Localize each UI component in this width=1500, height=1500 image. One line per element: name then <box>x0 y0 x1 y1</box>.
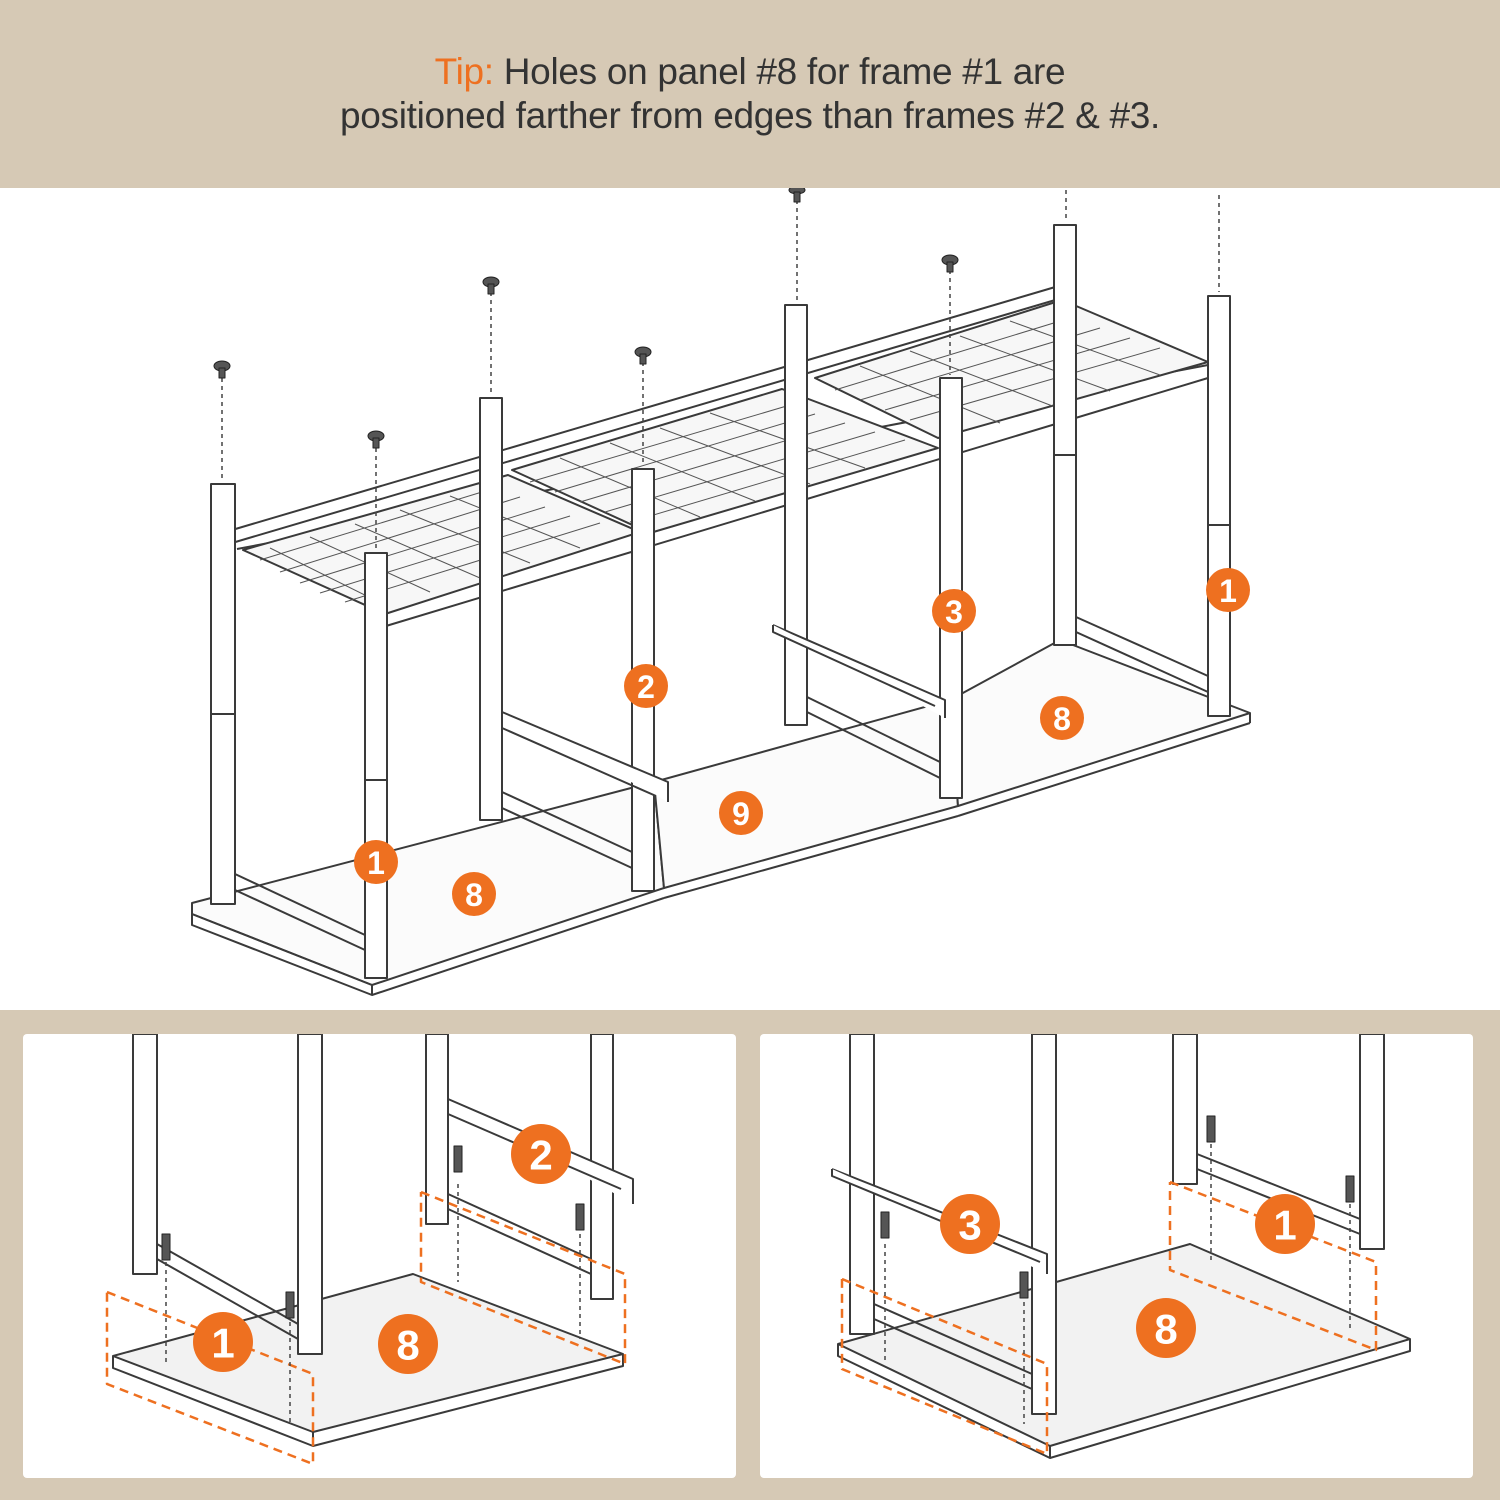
tip-banner <box>0 0 1500 188</box>
detail-right-label-frame-1 <box>1255 1194 1315 1254</box>
label-frame-2 <box>624 664 668 708</box>
detail-right-label-panel-8 <box>1136 1298 1196 1358</box>
label-frame-3 <box>932 589 976 633</box>
floor-panel-middle-9 <box>654 700 958 898</box>
svg-text:1: 1 <box>211 1319 235 1367</box>
svg-text:8: 8 <box>396 1321 420 1369</box>
svg-text:3: 3 <box>945 594 963 630</box>
svg-text:8: 8 <box>465 877 483 913</box>
detail-left-illustration <box>23 1034 736 1478</box>
tip-line-2: positioned farther from edges than frames #2 & #3. <box>339 95 1161 136</box>
svg-text:2: 2 <box>529 1131 553 1179</box>
detail-right-illustration <box>760 1034 1473 1478</box>
tip-text <box>0 50 1500 138</box>
frame-1-right <box>1054 225 1230 716</box>
tip-line-1: Holes on panel #8 for frame #1 are <box>503 51 1066 92</box>
detail-left-label-frame-2 <box>511 1124 571 1184</box>
svg-text:1: 1 <box>367 845 385 881</box>
floor-panel-right-8 <box>950 640 1250 816</box>
detail-right-label-frame-3 <box>940 1194 1000 1254</box>
label-frame-1-left <box>354 840 398 884</box>
detail-panel-left <box>23 1034 736 1478</box>
svg-text:3: 3 <box>958 1201 982 1249</box>
detail-left-label-frame-1 <box>193 1312 253 1372</box>
svg-text:9: 9 <box>732 796 750 832</box>
svg-text:1: 1 <box>1273 1201 1297 1249</box>
label-panel-8-right <box>1040 696 1084 740</box>
svg-text:8: 8 <box>1053 701 1071 737</box>
detail-left-label-panel-8 <box>378 1314 438 1374</box>
label-panel-8-left <box>452 872 496 916</box>
label-frame-1-right <box>1206 568 1250 612</box>
tip-label: Tip: <box>434 51 494 92</box>
detail-panel-right <box>760 1034 1473 1478</box>
label-panel-9 <box>719 791 763 835</box>
floor-panel-left-8 <box>192 782 664 995</box>
assembly-illustration <box>0 188 1500 1010</box>
main-assembly-diagram <box>0 188 1500 1010</box>
svg-text:2: 2 <box>637 669 655 705</box>
svg-text:8: 8 <box>1154 1305 1178 1353</box>
svg-text:1: 1 <box>1219 573 1237 609</box>
shelf-grid-right <box>815 300 1208 438</box>
